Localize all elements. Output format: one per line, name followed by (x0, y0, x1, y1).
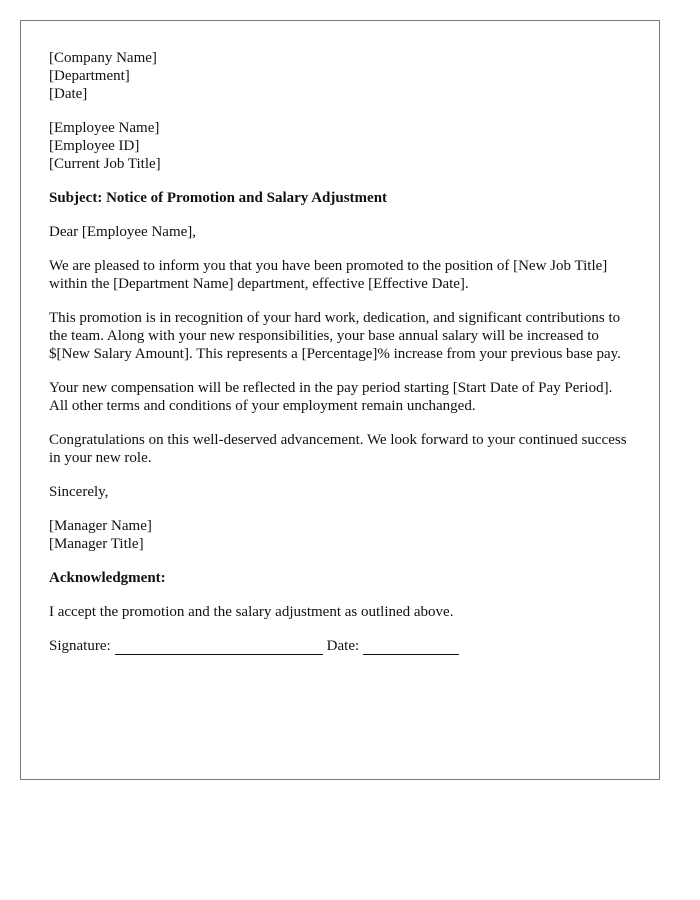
employee-id: [Employee ID] (49, 138, 140, 154)
signature-row (49, 637, 631, 655)
manager-name: [Manager Name] (49, 518, 152, 534)
signatory-block (49, 517, 631, 553)
recipient-block (49, 119, 631, 173)
signature-line[interactable] (115, 639, 323, 655)
paragraph-promotion: We are pleased to inform you that you have been promoted to the position of [New Job Title] within the [Department Name] department, effective [Effective Date]. (49, 258, 608, 292)
signature-label: Signature: (49, 638, 111, 654)
acknowledgment-heading: Acknowledgment: (49, 570, 166, 586)
sender-block (49, 49, 631, 103)
letter-date: [Date] (49, 86, 88, 102)
date-line[interactable] (363, 639, 459, 655)
manager-title: [Manager Title] (49, 536, 144, 552)
paragraph-salary: This promotion is in recognition of your hard work, dedication, and significant contributions to the team. Along with your new responsibilities, your base annual salary will be increased to $[New Salary Amount]. This represents a [Percentage]% increase from your previous base pay. (49, 310, 621, 362)
date-label: Date: (326, 638, 360, 654)
paragraph-congratulations: Congratulations on this well-deserved advancement. We look forward to your continued success in your new role. (49, 432, 627, 466)
acknowledgment-statement: I accept the promotion and the salary adjustment as outlined above. (49, 604, 454, 620)
employee-name: [Employee Name] (49, 120, 160, 136)
department-name: [Department] (49, 68, 130, 84)
paragraph-compensation: Your new compensation will be reflected in the pay period starting [Start Date of Pay Period]. All other terms and conditions of your employment remain unchanged. (49, 380, 613, 414)
current-job-title: [Current Job Title] (49, 156, 161, 172)
company-name: [Company Name] (49, 50, 157, 66)
subject-line: Subject: Notice of Promotion and Salary Adjustment (49, 190, 388, 206)
closing: Sincerely, (49, 484, 109, 500)
letter-page (20, 20, 660, 780)
salutation: Dear [Employee Name], (49, 224, 197, 240)
